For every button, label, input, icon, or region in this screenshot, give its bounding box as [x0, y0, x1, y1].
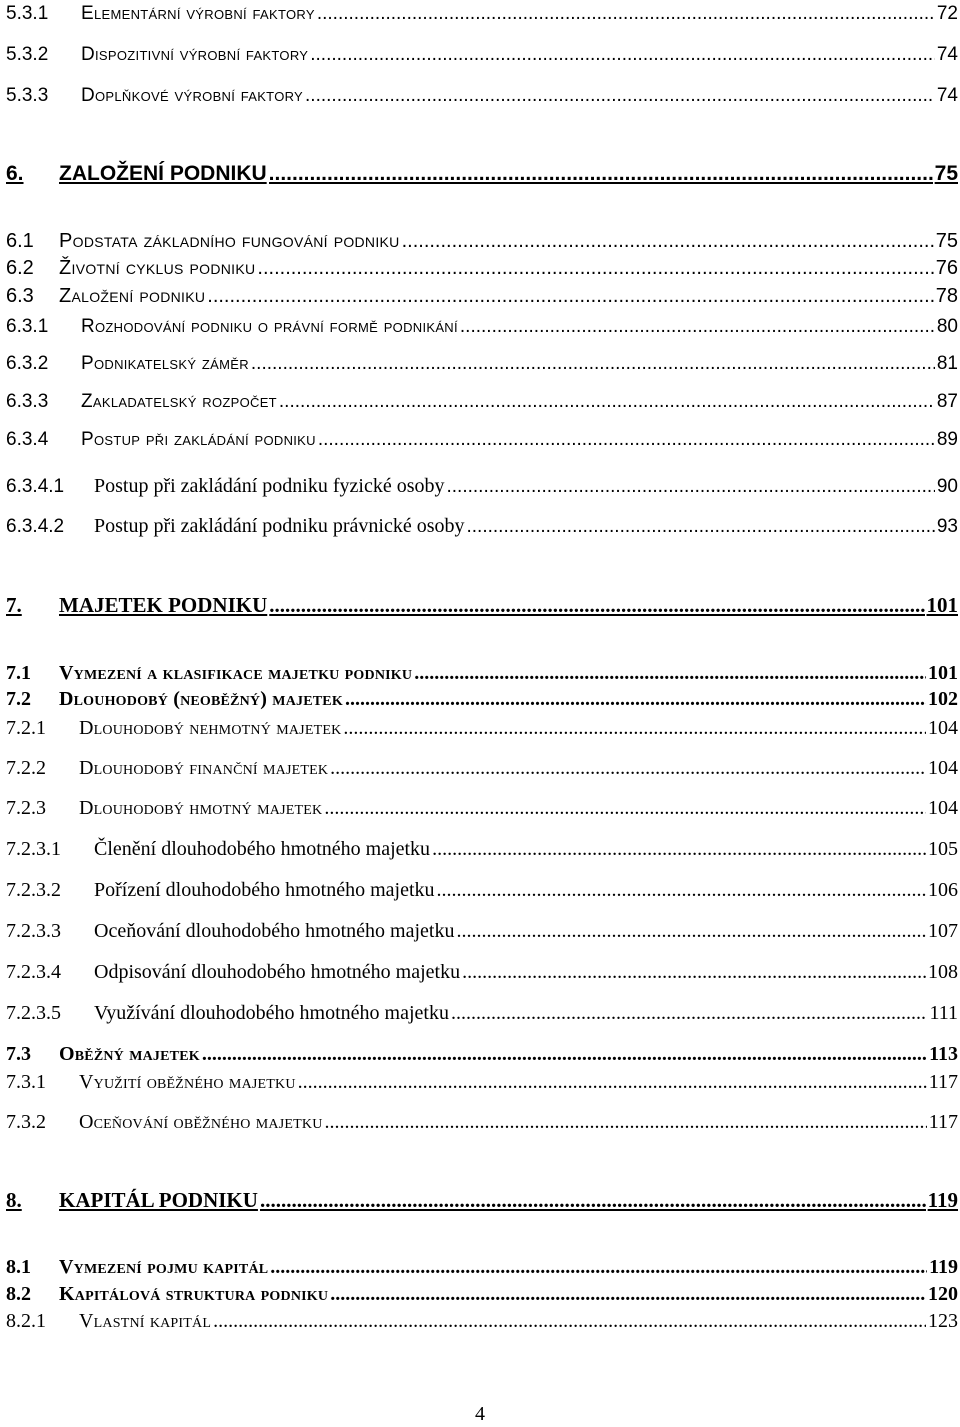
toc-entry-6-3-3: [6, 392, 958, 411]
dot-leader: [317, 4, 935, 23]
dot-leader: [460, 317, 935, 336]
toc-entry-title: Pořízení dlouhodobého hmotného majetku: [94, 879, 435, 901]
toc-entry-title: Vymezení a klasifikace majetku podniku: [59, 662, 413, 684]
toc-entry-number: 7.2.3: [6, 797, 46, 819]
toc-entry-title: Oběžný majetek: [59, 1043, 200, 1065]
dot-leader: [257, 258, 933, 278]
toc-entry-page: 119: [929, 1256, 958, 1278]
toc-entry-title: Dispozitivní výrobní faktory: [81, 44, 309, 65]
toc-entry-number: 6.3.1: [6, 316, 49, 337]
toc-entry-page: 119: [927, 1188, 958, 1212]
toc-entry-8-1: [6, 1257, 958, 1277]
toc-entry-page: 76: [935, 257, 958, 279]
toc-entry-7-3: [6, 1044, 958, 1064]
toc-entry-page: 74: [936, 85, 958, 106]
toc-entry-number: 6.1: [6, 230, 34, 252]
toc-entry-6-3-4-2: [6, 516, 958, 536]
toc-entry-number: 5.3.1: [6, 3, 49, 24]
dot-leader: [269, 163, 933, 184]
toc-entry-number: 7.2.3.1: [6, 838, 61, 860]
toc-entry-title: Kapitálová struktura podniku: [59, 1283, 329, 1305]
toc-entry-title: Podnikatelský záměr: [81, 353, 249, 374]
dot-leader: [345, 689, 926, 709]
toc-entry-number: 7.3.1: [6, 1071, 46, 1093]
toc-entry-title: Vlastní kapitál: [79, 1310, 212, 1332]
dot-leader: [343, 718, 926, 738]
toc-entry-7-2-3-3: [6, 921, 958, 941]
toc-entry-title: Odpisování dlouhodobého hmotného majetku: [94, 961, 461, 983]
toc-entry-8-2-1: [6, 1311, 958, 1331]
toc-entry-number: 5.3.3: [6, 85, 49, 106]
toc-entry-title: Využití oběžného majetku: [79, 1071, 296, 1093]
dot-leader: [467, 517, 935, 536]
toc-entry-page: 104: [928, 717, 958, 739]
toc-entry-page: 108: [928, 961, 958, 983]
toc-entry-7-1: [6, 663, 958, 683]
toc-entry-number: 6.3.4.1: [6, 476, 65, 497]
toc-entry-page: 78: [935, 285, 958, 307]
toc-entry-title: Využívání dlouhodobého hmotného majetku: [94, 1002, 449, 1024]
toc-entry-page: 93: [936, 516, 958, 537]
toc-entry-title: Rozhodování podniku o právní formě podnikání: [81, 316, 458, 337]
dot-leader: [298, 1072, 927, 1092]
toc-entry-title: Oceňování dlouhodobého hmotného majetku: [94, 920, 455, 942]
toc-entry-number: 7.2: [6, 688, 31, 710]
toc-entry-page: 87: [936, 391, 958, 412]
toc-entry-number: 8.2: [6, 1283, 31, 1305]
toc-entry-number: 7.3: [6, 1043, 31, 1065]
toc-entry-number: 6.3: [6, 285, 34, 307]
toc-entry-page: 117: [928, 1071, 958, 1093]
toc-entry-page: 102: [928, 688, 958, 710]
toc-entry-title: Životní cyklus podniku: [59, 257, 256, 279]
toc-entry-page: 104: [928, 797, 958, 819]
toc-entry-number: 6.3.2: [6, 353, 49, 374]
toc-entry-number: 7.2.1: [6, 717, 46, 739]
toc-entry-5-3-1: [6, 4, 958, 23]
toc-chapter-8: [6, 1190, 958, 1211]
toc-entry-5-3-2: [6, 45, 958, 64]
dot-leader: [456, 921, 926, 941]
toc-entry-number: 6.3.3: [6, 391, 49, 412]
dot-leader: [432, 839, 926, 859]
toc-entry-title: Dlouhodobý (neoběžný) majetek: [59, 688, 343, 710]
toc-entry-number: 7.2.3.4: [6, 961, 61, 983]
toc-entry-number: 7.: [6, 593, 22, 617]
dot-leader: [213, 1311, 926, 1331]
toc-entry-title: Založení podniku: [59, 285, 206, 307]
toc-entry-number: 6.: [6, 162, 24, 185]
toc-entry-page: 107: [928, 920, 958, 942]
dot-leader: [330, 758, 926, 778]
toc-entry-6-3-1: [6, 317, 958, 336]
toc-entry-7-2-1: [6, 718, 958, 738]
toc-entry-number: 7.2.2: [6, 757, 46, 779]
toc-entry-page: 113: [929, 1043, 958, 1065]
dot-leader: [330, 1284, 926, 1304]
toc-entry-title: Oceňování oběžného majetku: [79, 1111, 323, 1133]
toc-entry-6-3-2: [6, 354, 958, 373]
toc-entry-page: 75: [935, 230, 958, 252]
toc-entry-page: 81: [936, 353, 958, 374]
toc-entry-page: 90: [936, 476, 958, 497]
dot-leader: [402, 231, 934, 251]
toc-entry-page: 101: [926, 593, 958, 617]
toc-entry-8-2: [6, 1284, 958, 1304]
toc-entry-title: Postup při zakládání podniku fyzické osoby: [94, 475, 445, 497]
dot-leader: [447, 477, 935, 496]
toc-entry-7-2-2: [6, 758, 958, 778]
toc-entry-number: 6.3.4: [6, 429, 49, 450]
toc-entry-7-2-3-1: [6, 839, 958, 859]
toc-entry-number: 8.2.1: [6, 1310, 46, 1332]
toc-chapter-6: [6, 163, 958, 184]
dot-leader: [305, 86, 935, 105]
dot-leader: [269, 595, 924, 616]
toc-entry-number: 7.2.3.2: [6, 879, 61, 901]
toc-entry-number: 6.3.4.2: [6, 516, 65, 537]
dot-leader: [414, 663, 926, 683]
toc-entry-page: 120: [928, 1283, 958, 1305]
toc-entry-title: Podstata základního fungování podniku: [59, 230, 400, 252]
toc-entry-7-2-3-2: [6, 880, 958, 900]
toc-entry-7-2-3: [6, 798, 958, 818]
toc-entry-number: 6.2: [6, 257, 34, 279]
toc-entry-title: MAJETEK PODNIKU: [59, 593, 268, 617]
toc-entry-page: 105: [928, 838, 958, 860]
toc-entry-title: Doplňkové výrobní faktory: [81, 85, 304, 106]
dot-leader: [202, 1044, 927, 1064]
toc-entry-title: Zakladatelský rozpočet: [81, 391, 277, 412]
dot-leader: [324, 798, 926, 818]
toc-entry-7-3-1: [6, 1072, 958, 1092]
toc-entry-title: Elementární výrobní faktory: [81, 3, 315, 24]
dot-leader: [318, 430, 935, 449]
toc-entry-page: 111: [929, 1002, 958, 1024]
dot-leader: [260, 1190, 926, 1211]
toc-entry-title: Dlouhodobý finanční majetek: [79, 757, 329, 779]
toc-entry-page: 89: [936, 429, 958, 450]
toc-entry-7-2-3-4: [6, 962, 958, 982]
dot-leader: [270, 1257, 927, 1277]
toc-entry-7-2: [6, 689, 958, 709]
toc-entry-6-3-4: [6, 430, 958, 449]
toc-entry-title: Dlouhodobý hmotný majetek: [79, 797, 323, 819]
toc-entry-number: 7.2.3.5: [6, 1002, 61, 1024]
dot-leader: [251, 354, 935, 373]
dot-leader: [207, 286, 933, 306]
toc-entry-number: 7.2.3.3: [6, 920, 61, 942]
toc-entry-page: 101: [928, 662, 958, 684]
dot-leader: [279, 392, 935, 411]
toc-entry-5-3-3: [6, 86, 958, 105]
toc-entry-title: Dlouhodobý nehmotný majetek: [79, 717, 342, 739]
toc-entry-page: 75: [934, 162, 958, 185]
toc-entry-7-2-3-5: [6, 1003, 958, 1023]
toc-entry-title: Postup při zakládání podniku: [81, 429, 316, 450]
toc-entry-number: 7.3.2: [6, 1111, 46, 1133]
toc-entry-page: 104: [928, 757, 958, 779]
toc-entry-page: 80: [936, 316, 958, 337]
dot-leader: [325, 1112, 927, 1132]
toc-entry-page: 74: [936, 44, 958, 65]
toc-entry-6-1: [6, 231, 958, 251]
toc-entry-title: ZALOŽENÍ PODNIKU: [59, 162, 267, 185]
dot-leader: [462, 962, 926, 982]
toc-entry-6-3: [6, 286, 958, 306]
toc-entry-title: Vymezení pojmu kapitál: [59, 1256, 269, 1278]
dot-leader: [437, 880, 927, 900]
toc-entry-title: KAPITÁL PODNIKU: [59, 1188, 258, 1212]
toc-entry-page: 117: [928, 1111, 958, 1133]
toc-entry-7-3-2: [6, 1112, 958, 1132]
dot-leader: [310, 45, 935, 64]
toc-entry-number: 5.3.2: [6, 44, 49, 65]
toc-entry-number: 7.1: [6, 662, 31, 684]
toc-entry-number: 8.1: [6, 1256, 31, 1278]
toc-entry-title: Členění dlouhodobého hmotného majetku: [94, 838, 431, 860]
dot-leader: [451, 1003, 928, 1023]
toc-entry-page: 72: [936, 3, 958, 24]
toc-entry-title: Postup při zakládání podniku právnické osoby: [94, 515, 465, 537]
toc-entry-page: 123: [928, 1310, 958, 1332]
toc-entry-number: 8.: [6, 1188, 22, 1212]
toc-entry-6-3-4-1: [6, 476, 958, 496]
toc-entry-page: 106: [928, 879, 958, 901]
toc-entry-6-2: [6, 258, 958, 278]
page-number: 4: [475, 1403, 485, 1425]
toc-chapter-7: [6, 595, 958, 616]
